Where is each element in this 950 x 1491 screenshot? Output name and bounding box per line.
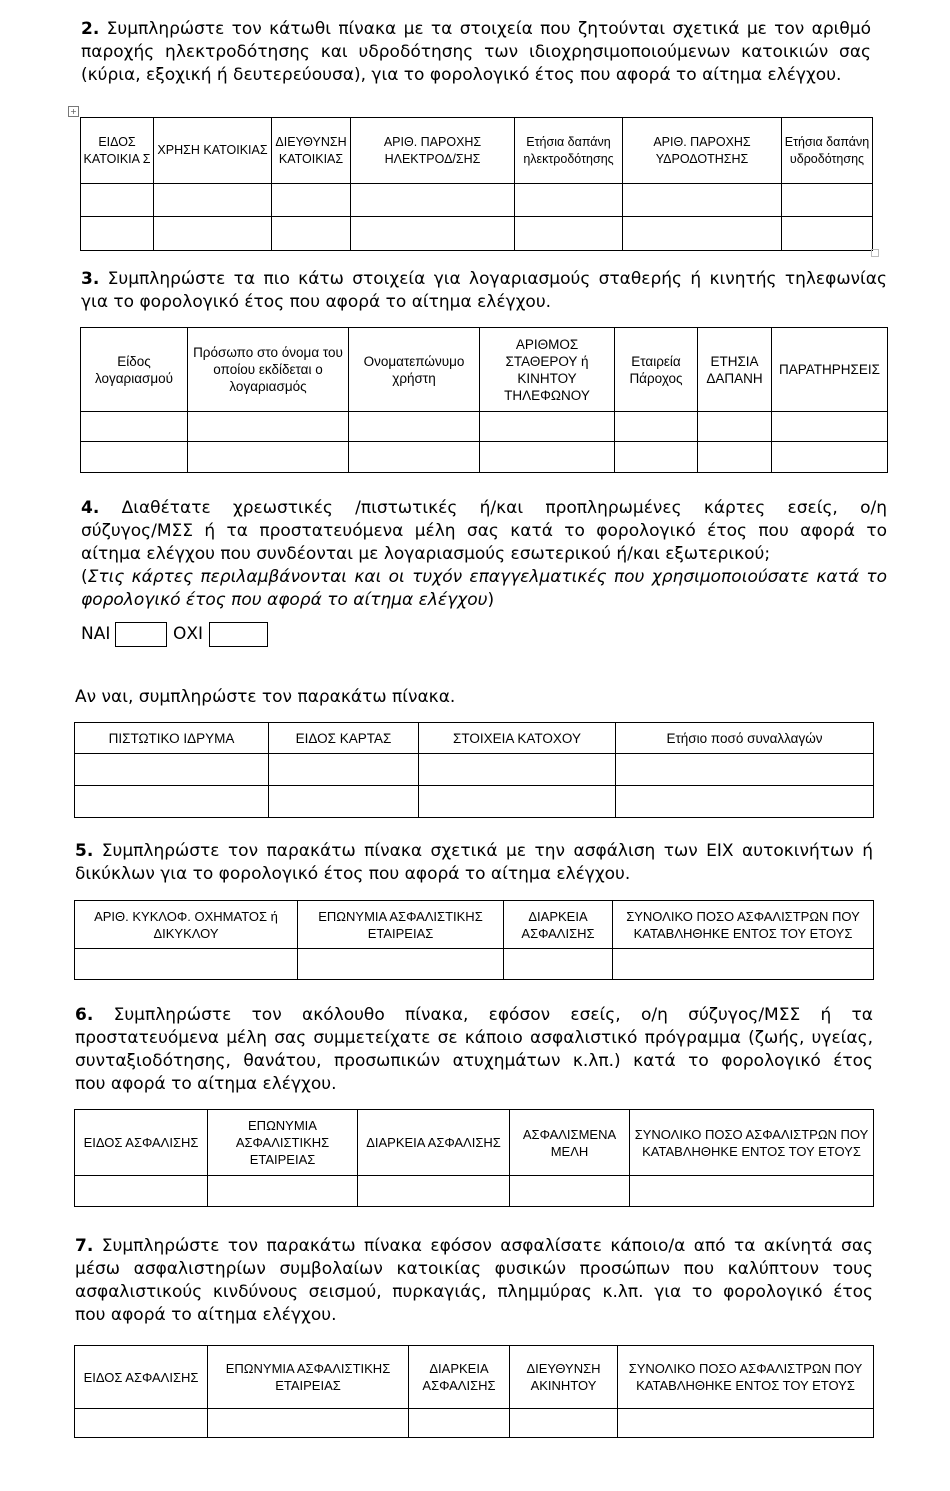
section-5-text: 5. Συμπληρώστε τον παρακάτω πίνακα σχετικά με την ασφάλιση των ΕΙΧ αυτοκινήτων ή δικύκλων για το φορολογικό έτος που αφορά το αίτημα ελέγχου. (75, 841, 873, 884)
input-cell[interactable] (154, 184, 272, 217)
column-header: ΑΣΦΑΛΙΣΜΕΝΑ ΜΕΛΗ (510, 1110, 630, 1176)
column-header: ΠΙΣΤΩΤΙΚΟ ΙΔΡΥΜΑ (75, 723, 269, 754)
section-number: 6. (75, 1005, 94, 1025)
table-row (75, 1409, 874, 1438)
input-cell[interactable] (272, 184, 351, 217)
input-cell[interactable] (615, 412, 698, 442)
section-number: 5. (75, 841, 94, 861)
input-cell[interactable] (698, 442, 772, 473)
input-cell[interactable] (81, 442, 188, 473)
column-header: Είδος λογαριασμού (81, 328, 188, 412)
input-cell[interactable] (504, 949, 613, 980)
input-cell[interactable] (75, 754, 269, 786)
column-header: ΔΙΕΥΘΥΝΣΗ ΑΚΙΝΗΤΟΥ (510, 1346, 618, 1409)
yes-label: ΝΑΙ (81, 624, 111, 644)
personal-insurance-table (74, 1109, 874, 1207)
input-cell[interactable] (81, 217, 154, 251)
input-cell[interactable] (480, 412, 615, 442)
section-7-text: 7. Συμπληρώστε τον παρακάτω πίνακα εφόσον ασφαλίσατε κάποιο/α από τα ακίνητά σας μέσω ασφαλιστηρίων συμβολαίων κατοικίας φυσικών προσώπων που καλύπτουν τους ασφαλιστικούς κινδύνους σεισμού, πυρκαγιάς, πλημμύρας κ.λπ. για το φορολογικό έτος που αφορά το αίτημα ελέγχου. (75, 1236, 873, 1325)
column-header: Ετήσιο ποσό συναλλαγών (616, 723, 874, 754)
column-header: ΕΙΔΟΣ ΑΣΦΑΛΙΣΗΣ (75, 1110, 208, 1176)
input-cell[interactable] (81, 412, 188, 442)
input-cell[interactable] (188, 442, 349, 473)
input-cell[interactable] (782, 184, 873, 217)
column-header: ΑΡΙΘ. ΠΑΡΟΧΗΣ ΗΛΕΚΤΡΟΔ/ΣΗΣ (351, 118, 515, 184)
input-cell[interactable] (480, 442, 615, 473)
table-row (75, 1176, 874, 1207)
input-cell[interactable] (618, 1409, 874, 1438)
column-header: ΔΙΑΡΚΕΙΑ ΑΣΦΑΛΙΣΗΣ (409, 1346, 510, 1409)
input-cell[interactable] (616, 786, 874, 818)
input-cell[interactable] (510, 1409, 618, 1438)
section-3-text: 3. Συμπληρώστε τα πιο κάτω στοιχεία για λογαριασμούς σταθερής ή κινητής τηλεφωνίας για το φορολογικό έτος που αφορά το αίτημα ελέγχου. (81, 269, 887, 312)
input-cell[interactable] (269, 754, 419, 786)
column-header: ΕΤΗΣΙΑ ΔΑΠΑΝΗ (698, 328, 772, 412)
input-cell[interactable] (419, 754, 616, 786)
input-cell[interactable] (75, 1409, 208, 1438)
vehicle-insurance-table (74, 900, 874, 980)
table-row (75, 754, 874, 786)
column-header: ΣΤΟΙΧΕΙΑ ΚΑΤΟΧΟΥ (419, 723, 616, 754)
input-cell[interactable] (272, 217, 351, 251)
input-cell[interactable] (772, 442, 888, 473)
input-cell[interactable] (208, 1409, 409, 1438)
input-cell[interactable] (515, 217, 623, 251)
input-cell[interactable] (698, 412, 772, 442)
section-2-text: 2. Συμπληρώστε τον κάτωθι πίνακα με τα στοιχεία που ζητούνται σχετικά με τον αριθμό παροχής ηλεκτροδότησης και υδροδότησης των ιδιοχρησιμοποιούμενων κατοικιών σας (κύρια, εξοχική ή δευτερεύουσα), για το φορολογικό έτος που αφορά το αίτημα ελέγχου. (81, 19, 871, 85)
utilities-table (80, 117, 873, 251)
table-row (75, 949, 874, 980)
no-label: ΟΧΙ (173, 624, 204, 644)
column-header: ΣΥΝΟΛΙΚΟ ΠΟΣΟ ΑΣΦΑΛΙΣΤΡΩΝ ΠΟΥ ΚΑΤΑΒΛΗΘΗΚΕ ΕΝΤΟΣ ΤΟΥ ΕΤΟΥΣ (613, 901, 874, 949)
yes-checkbox[interactable] (115, 622, 167, 647)
table-move-handle-icon[interactable]: + (68, 106, 79, 117)
column-header: Ετήσια δαπάνη υδροδότησης (782, 118, 873, 184)
column-header: Πρόσωπο στο όνομα του οποίου εκδίδεται ο λογαριασμός (188, 328, 349, 412)
input-cell[interactable] (349, 442, 480, 473)
property-insurance-table (74, 1345, 874, 1438)
input-cell[interactable] (623, 217, 782, 251)
cards-table (74, 722, 874, 818)
if-yes-instruction: Αν ναι, συμπληρώστε τον παρακάτω πίνακα. (75, 687, 456, 707)
input-cell[interactable] (630, 1176, 874, 1207)
input-cell[interactable] (349, 412, 480, 442)
column-header: ΕΠΩΝΥΜΙΑ ΑΣΦΑΛΙΣΤΙΚΗΣ ΕΤΑΙΡΕΙΑΣ (298, 901, 504, 949)
column-header: ΣΥΝΟΛΙΚΟ ΠΟΣΟ ΑΣΦΑΛΙΣΤΡΩΝ ΠΟΥ ΚΑΤΑΒΛΗΘΗΚΕ ΕΝΤΟΣ ΤΟΥ ΕΤΟΥΣ (630, 1110, 874, 1176)
column-header: ΣΥΝΟΛΙΚΟ ΠΟΣΟ ΑΣΦΑΛΙΣΤΡΩΝ ΠΟΥ ΚΑΤΑΒΛΗΘΗΚΕ ΕΝΤΟΣ ΤΟΥ ΕΤΟΥΣ (618, 1346, 874, 1409)
section-number: 3. (81, 269, 100, 289)
column-header: ΑΡΙΘΜΟΣ ΣΤΑΘΕΡΟΥ ή ΚΙΝΗΤΟΥ ΤΗΛΕΦΩΝΟΥ (480, 328, 615, 412)
column-header: ΕΙΔΟΣ ΚΑΡΤΑΣ (269, 723, 419, 754)
table-row (81, 217, 873, 251)
input-cell[interactable] (613, 949, 874, 980)
input-cell[interactable] (81, 184, 154, 217)
column-header: ΠΑΡΑΤΗΡΗΣΕΙΣ (772, 328, 888, 412)
table-resize-handle[interactable] (871, 249, 879, 257)
input-cell[interactable] (419, 786, 616, 818)
section-number: 7. (75, 1236, 94, 1256)
input-cell[interactable] (208, 1176, 358, 1207)
table-row (75, 786, 874, 818)
column-header: ΔΙΕΥΘΥΝΣΗ ΚΑΤΟΙΚΙΑΣ (272, 118, 351, 184)
input-cell[interactable] (515, 184, 623, 217)
column-header: ΑΡΙΘ. ΚΥΚΛΟΦ. ΟΧΗΜΑΤΟΣ ή ΔΙΚΥΚΛΟΥ (75, 901, 298, 949)
section-4-note: Στις κάρτες περιλαμβάνονται και οι τυχόν επαγγελματικές που χρησιμοποιούσατε κατά το (87, 567, 887, 587)
no-checkbox[interactable] (209, 622, 268, 647)
column-header: Ονοματεπώνυμο χρήστη (349, 328, 480, 412)
table-row (81, 184, 873, 217)
input-cell[interactable] (75, 1176, 208, 1207)
input-cell[interactable] (188, 412, 349, 442)
section-6-text: 6. Συμπληρώστε τον ακόλουθο πίνακα, εφόσον εσείς, ο/η σύζυγος/ΜΣΣ ή τα προστατευόμενα μέλη σας συμμετείχατε σε κάποιο ασφαλιστικό πρόγραμμα (ζωής, υγείας, συνταξιοδότησης, θανάτου, προσωπικών ατυχημάτων κ.λπ.) κατά το φορολογικό έτος που αφορά το αίτημα ελέγχου. (75, 1005, 873, 1094)
table-row (81, 412, 888, 442)
column-header: ΔΙΑΡΚΕΙΑ ΑΣΦΑΛΙΣΗΣ (504, 901, 613, 949)
input-cell[interactable] (616, 754, 874, 786)
column-header: ΕΙΔΟΣ ΚΑΤΟΙΚΙΑ Σ (81, 118, 154, 184)
input-cell[interactable] (358, 1176, 510, 1207)
section-number: 4. (81, 498, 100, 518)
section-number: 2. (81, 19, 100, 39)
input-cell[interactable] (351, 184, 515, 217)
input-cell[interactable] (351, 217, 515, 251)
input-cell[interactable] (75, 949, 298, 980)
input-cell[interactable] (510, 1176, 630, 1207)
input-cell[interactable] (615, 442, 698, 473)
input-cell[interactable] (269, 786, 419, 818)
input-cell[interactable] (782, 217, 873, 251)
input-cell[interactable] (154, 217, 272, 251)
section-4-text: 4. Διαθέτατε χρεωστικές /πιστωτικές ή/και προπληρωμένες κάρτες εσείς, ο/η σύζυγος/ΜΣΣ ή τα προστατευόμενα μέλη σας κατά το φορολογικό έτος που αφορά το αίτημα ελέγχου που συνδέονται με λογαριασμούς εσωτερικού ή/και εξωτερικού; (Στις κάρτες περιλαμβάνονται και οι τυχόν επαγγελματικές που χρησιμοποιούσατε κατά το φορολογικό έτος που αφορά το αίτημα ελέγχου) (81, 498, 888, 610)
column-header: Εταιρεία Πάροχος (615, 328, 698, 412)
input-cell[interactable] (623, 184, 782, 217)
input-cell[interactable] (298, 949, 504, 980)
column-header: ΧΡΗΣΗ ΚΑΤΟΙΚΙΑΣ (154, 118, 272, 184)
input-cell[interactable] (772, 412, 888, 442)
column-header: ΕΠΩΝΥΜΙΑ ΑΣΦΑΛΙΣΤΙΚΗΣ ΕΤΑΙΡΕΙΑΣ (208, 1110, 358, 1176)
column-header: ΕΙΔΟΣ ΑΣΦΑΛΙΣΗΣ (75, 1346, 208, 1409)
column-header: ΕΠΩΝΥΜΙΑ ΑΣΦΑΛΙΣΤΙΚΗΣ ΕΤΑΙΡΕΙΑΣ (208, 1346, 409, 1409)
table-row (81, 442, 888, 473)
input-cell[interactable] (409, 1409, 510, 1438)
column-header: Ετήσια δαπάνη ηλεκτροδότησης (515, 118, 623, 184)
column-header: ΑΡΙΘ. ΠΑΡΟΧΗΣ ΥΔΡΟΔΟΤΗΣΗΣ (623, 118, 782, 184)
column-header: ΔΙΑΡΚΕΙΑ ΑΣΦΑΛΙΣΗΣ (358, 1110, 510, 1176)
phone-accounts-table (80, 327, 888, 473)
input-cell[interactable] (75, 786, 269, 818)
